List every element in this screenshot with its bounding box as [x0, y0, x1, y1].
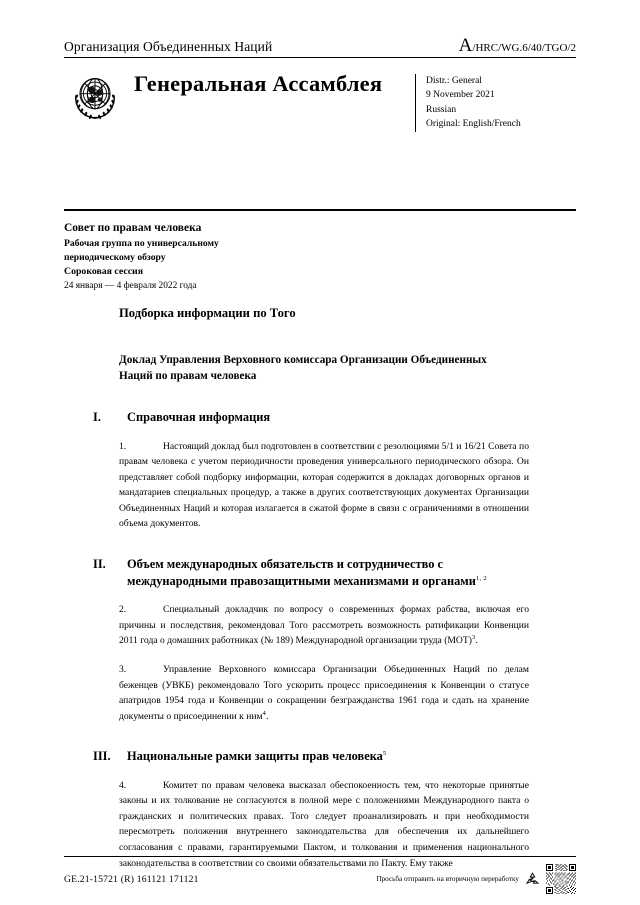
distribution-language: Russian — [426, 104, 457, 115]
section-title-text: Справочная информация — [127, 410, 271, 425]
section-numeral: III. — [93, 749, 111, 764]
paragraph-number: 3. — [119, 663, 127, 675]
distribution-block — [415, 74, 576, 132]
page-footer — [64, 856, 576, 894]
section-title — [127, 748, 529, 765]
section-heading — [93, 409, 529, 426]
paragraph — [119, 602, 529, 649]
paragraph-text: Комитет по правам человека высказал обеспокоенность тем, что некоторые принятые законы и их толкование не согласуются в полной мере с положениями Международного пакта о гражданских и политических правах. Того следует проанализировать и при необходимости пересмотреть положения внутреннего законодательства для обеспечения их дальнейшего согласования с правами, гарантируемыми Пактом, и толкования и применения национального законодательства в соответствии со своими обязательствами по Пакту. Ему также — [119, 779, 529, 869]
section-title — [127, 556, 529, 589]
section-numeral: II. — [93, 556, 106, 571]
document-symbol — [459, 36, 576, 55]
paragraph-text: Специальный докладчик по вопросу о современных формах рабства, включая его причины и последствия, рекомендовал Того рассмотреть возможность ратификации Конвенции 2011 года о домашних работниках (№ 189) Международной организации труда (МОТ) — [119, 604, 529, 647]
section — [93, 748, 529, 871]
qr-code — [546, 864, 576, 894]
working-group-line-1: Рабочая группа по универсальному — [64, 238, 219, 250]
paragraph — [119, 662, 529, 724]
footer-right-group — [376, 864, 576, 894]
header-separator-rule — [64, 209, 576, 211]
document-content — [93, 305, 529, 871]
masthead — [64, 36, 576, 132]
distribution-date: 9 November 2021 — [426, 90, 495, 101]
distribution-type: Distr.: General — [426, 76, 482, 86]
working-group-line-2: периодическому обзору — [64, 252, 166, 264]
section — [93, 556, 529, 724]
paragraph-footnote-marker: 3 — [471, 634, 476, 642]
section-title-text: Национальные рамки защиты прав человека — [127, 749, 383, 764]
paragraph-tail: . — [266, 710, 269, 722]
assembly-title: Генеральная Ассамблея — [134, 71, 383, 96]
masthead-rule — [64, 57, 576, 58]
section-footnote-marker: 5 — [382, 750, 387, 758]
session-number: Сороковая сессия — [64, 266, 144, 278]
section-heading — [93, 748, 529, 765]
document-symbol-initial: A — [458, 35, 473, 56]
section-title-text: Объем международных обязательств и сотрудничество с международными правозащитными механизмами и органами — [127, 556, 476, 588]
paragraph-number: 1. — [119, 440, 127, 452]
masthead-body — [64, 65, 576, 132]
section-numeral: I. — [93, 410, 101, 425]
paragraph-tail: . — [475, 635, 478, 647]
document-symbol-rest: /HRC/WG.6/40/TGO/2 — [472, 42, 576, 54]
session-block — [64, 220, 576, 293]
section-footnote-marker: 1, 2 — [475, 574, 487, 582]
paragraph-footnote-marker: 4 — [262, 709, 267, 717]
paragraph-text: Управление Верховного комиссара Организации Объединенных Наций по делам беженцев (УВКБ) рекомендовало Того ускорить процесс присоединения к Конвенции о статусе апатридов 1954 года и Конвенции о сокращении безгражданства 1961 года и сдать на хранение документы о присоединении к ним — [119, 663, 529, 722]
paragraph — [119, 439, 529, 532]
section-title — [127, 409, 529, 426]
distribution-original: Original: English/French — [426, 119, 521, 130]
paragraph-number: 2. — [119, 604, 127, 616]
council-name: Совет по правам человека — [64, 222, 202, 234]
masthead-top-row — [64, 36, 576, 57]
section — [93, 409, 529, 532]
organization-name: Организация Объединенных Наций — [64, 39, 273, 55]
job-number: GE.21-15721 (R) 161121 171121 — [64, 873, 199, 885]
sections-container — [93, 409, 529, 871]
recycle-notice: Просьба отправить на вторичную переработку — [376, 875, 519, 883]
paragraph-number: 4. — [119, 779, 127, 791]
recycling-icon — [524, 871, 541, 888]
un-emblem — [66, 67, 124, 125]
page-title: Подборка информации по Того — [119, 306, 296, 320]
paragraph-text: Настоящий доклад был подготовлен в соответствии с резолюциями 5/1 и 16/21 Совета по правам человека с учетом периодичности проведения универсального периодического обзора. Он представляет собой подборку информации, которая содержится в докладах договорных органов и мандатариев специальных процедур, а также в других соответствующих документах Организации Объединенных Наций и которая излагается в сжатой форме в связи с ограничениями в отношении объема документов. — [119, 440, 529, 530]
session-dates: 24 января — 4 февраля 2022 года — [64, 281, 197, 292]
document-subtitle: Доклад Управления Верховного комиссара Организации Объединенных Наций по правам человека — [119, 354, 487, 383]
section-heading — [93, 556, 529, 589]
